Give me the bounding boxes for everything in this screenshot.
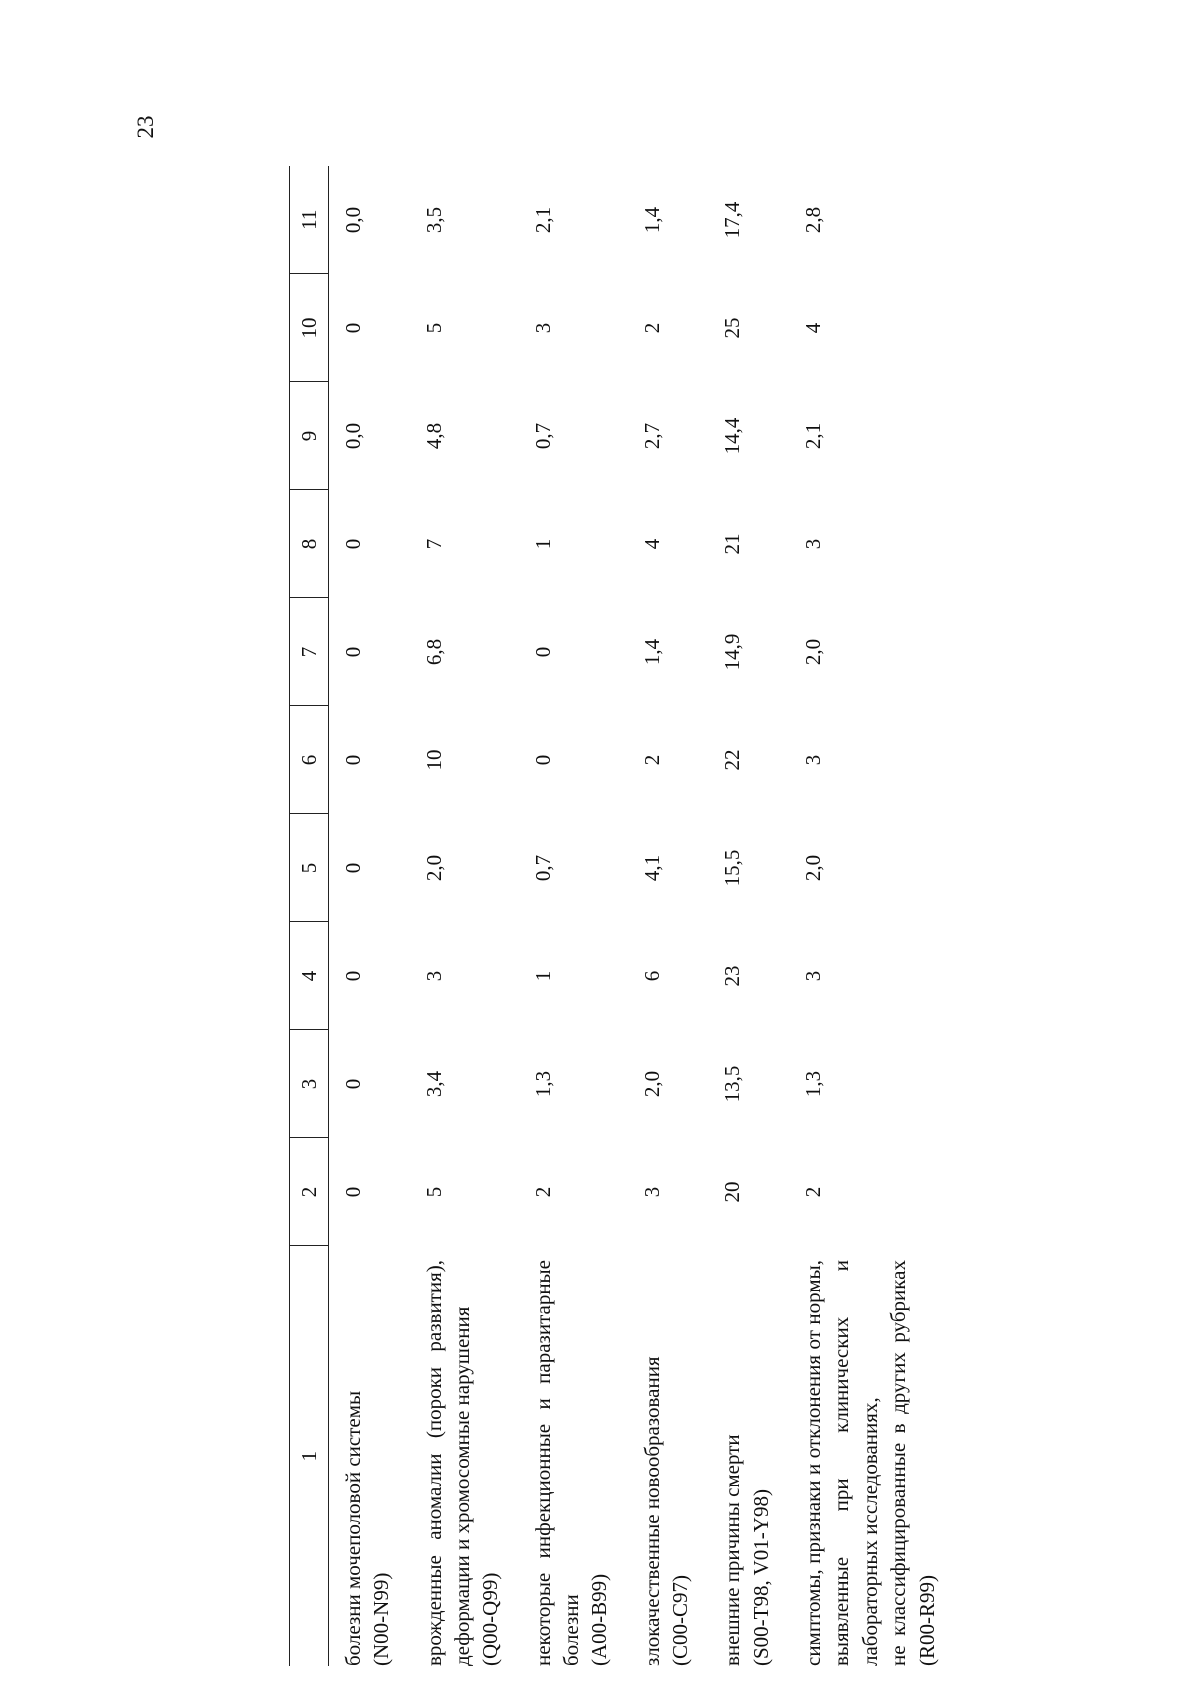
table-cell: 2,0 — [639, 1070, 664, 1098]
table-cell: 2,7 — [639, 422, 664, 450]
table-cell: 14,9 — [720, 633, 745, 671]
table-cell: 2 — [801, 1186, 826, 1198]
table-cell: 13,5 — [720, 1065, 745, 1103]
col-header-3: 3 — [290, 1030, 329, 1138]
table-cell: 15,5 — [720, 849, 745, 887]
table-cell: 0 — [341, 1186, 365, 1198]
row-label: болезни мочеполовой системы (N00-N99) — [341, 1390, 394, 1666]
table-cell: 0 — [530, 646, 555, 658]
table-cell: 3 — [530, 322, 555, 334]
table-cell: 2 — [530, 1186, 555, 1198]
table-row — [628, 166, 709, 1666]
table-cell: 22 — [720, 749, 745, 771]
table-row — [410, 166, 519, 1666]
table-row — [519, 166, 628, 1666]
table-cell: 3 — [801, 538, 826, 550]
row-label: некоторые инфекционные и паразитарные болезни (A00-B99) — [530, 1260, 612, 1666]
col-header-1: 1 — [290, 1246, 329, 1666]
table-cell: 6,8 — [421, 638, 446, 666]
table-cell: 1 — [530, 970, 555, 982]
table-cell: 0,7 — [530, 422, 555, 450]
table-cell: 0 — [341, 754, 365, 766]
table-cell: 0 — [530, 754, 555, 766]
table-row — [789, 166, 955, 1666]
table-cell: 4 — [639, 538, 664, 550]
table-cell: 2,0 — [801, 854, 826, 882]
col-header-11: 11 — [290, 166, 329, 274]
table-cell: 2 — [639, 754, 664, 766]
table-cell: 1,4 — [639, 638, 664, 666]
table-cell: 17,4 — [720, 201, 745, 239]
row-label: внешние причины смерти (S00-T98, V01-Y98) — [720, 1434, 773, 1666]
table-cell: 0,7 — [530, 854, 555, 882]
table-cell: 1,3 — [530, 1070, 555, 1098]
table-cell: 2,1 — [530, 206, 555, 234]
table-cell: 1,4 — [639, 206, 664, 234]
col-header-6: 6 — [290, 706, 329, 814]
table-cell: 4,1 — [639, 854, 664, 882]
col-header-10: 10 — [290, 274, 329, 382]
table-body — [329, 166, 955, 1666]
table-cell: 4 — [801, 322, 826, 334]
table-cell: 10 — [421, 749, 446, 771]
mortality-table — [289, 166, 955, 1666]
table-cell: 5 — [421, 322, 446, 334]
row-label: симптомы, признаки и отклонения от нормы, выявленные при клинических и лабораторных исследованиях, не классифицированные в других рубриках (R00-R99) — [801, 1260, 939, 1666]
col-header-8: 8 — [290, 490, 329, 598]
table-cell: 7 — [421, 538, 446, 550]
table-row — [329, 166, 410, 1666]
row-label: злокачественные новообразования (C00-C97) — [639, 1356, 693, 1666]
table-cell: 0 — [341, 538, 365, 550]
table-cell: 3,4 — [421, 1070, 446, 1098]
table-cell: 0 — [341, 646, 365, 658]
header-row — [290, 166, 329, 1666]
table-cell: 0 — [341, 322, 365, 334]
rotated-table-container — [289, 166, 939, 1666]
table-cell: 1,3 — [801, 1070, 826, 1098]
table-cell: 21 — [720, 533, 745, 555]
table-header — [290, 166, 329, 1666]
table-cell: 3 — [639, 1186, 664, 1198]
table-cell: 25 — [720, 317, 745, 339]
table-cell: 2,0 — [421, 854, 446, 882]
col-header-7: 7 — [290, 598, 329, 706]
table-cell: 0 — [341, 970, 365, 982]
table-cell: 2,8 — [801, 206, 826, 234]
table-cell: 0 — [341, 1078, 365, 1090]
table-cell: 3,5 — [421, 206, 446, 234]
table-cell: 2 — [639, 322, 664, 334]
col-header-4: 4 — [290, 922, 329, 1030]
table-cell: 0 — [341, 862, 365, 874]
table-cell: 3 — [801, 970, 826, 982]
table-cell: 6 — [639, 970, 664, 982]
table-cell: 3 — [801, 754, 826, 766]
table-cell: 2,0 — [801, 638, 826, 666]
col-header-2: 2 — [290, 1138, 329, 1246]
table-cell: 0,0 — [341, 422, 365, 450]
table-cell: 3 — [421, 970, 446, 982]
table-row — [708, 166, 789, 1666]
page-number: 23 — [133, 115, 158, 139]
table-cell: 0,0 — [341, 206, 365, 234]
table-cell: 2,1 — [801, 422, 826, 450]
table-cell: 20 — [720, 1181, 745, 1203]
col-header-9: 9 — [290, 382, 329, 490]
row-label: врожденные аномалии (пороки развития), деформации и хромосомные нарушения (Q00-Q99) — [421, 1260, 503, 1666]
table-cell: 23 — [720, 965, 745, 987]
table-cell: 1 — [530, 538, 555, 550]
table-cell: 5 — [421, 1186, 446, 1198]
col-header-5: 5 — [290, 814, 329, 922]
table-cell: 4,8 — [421, 422, 446, 450]
table-cell: 14,4 — [720, 417, 745, 455]
